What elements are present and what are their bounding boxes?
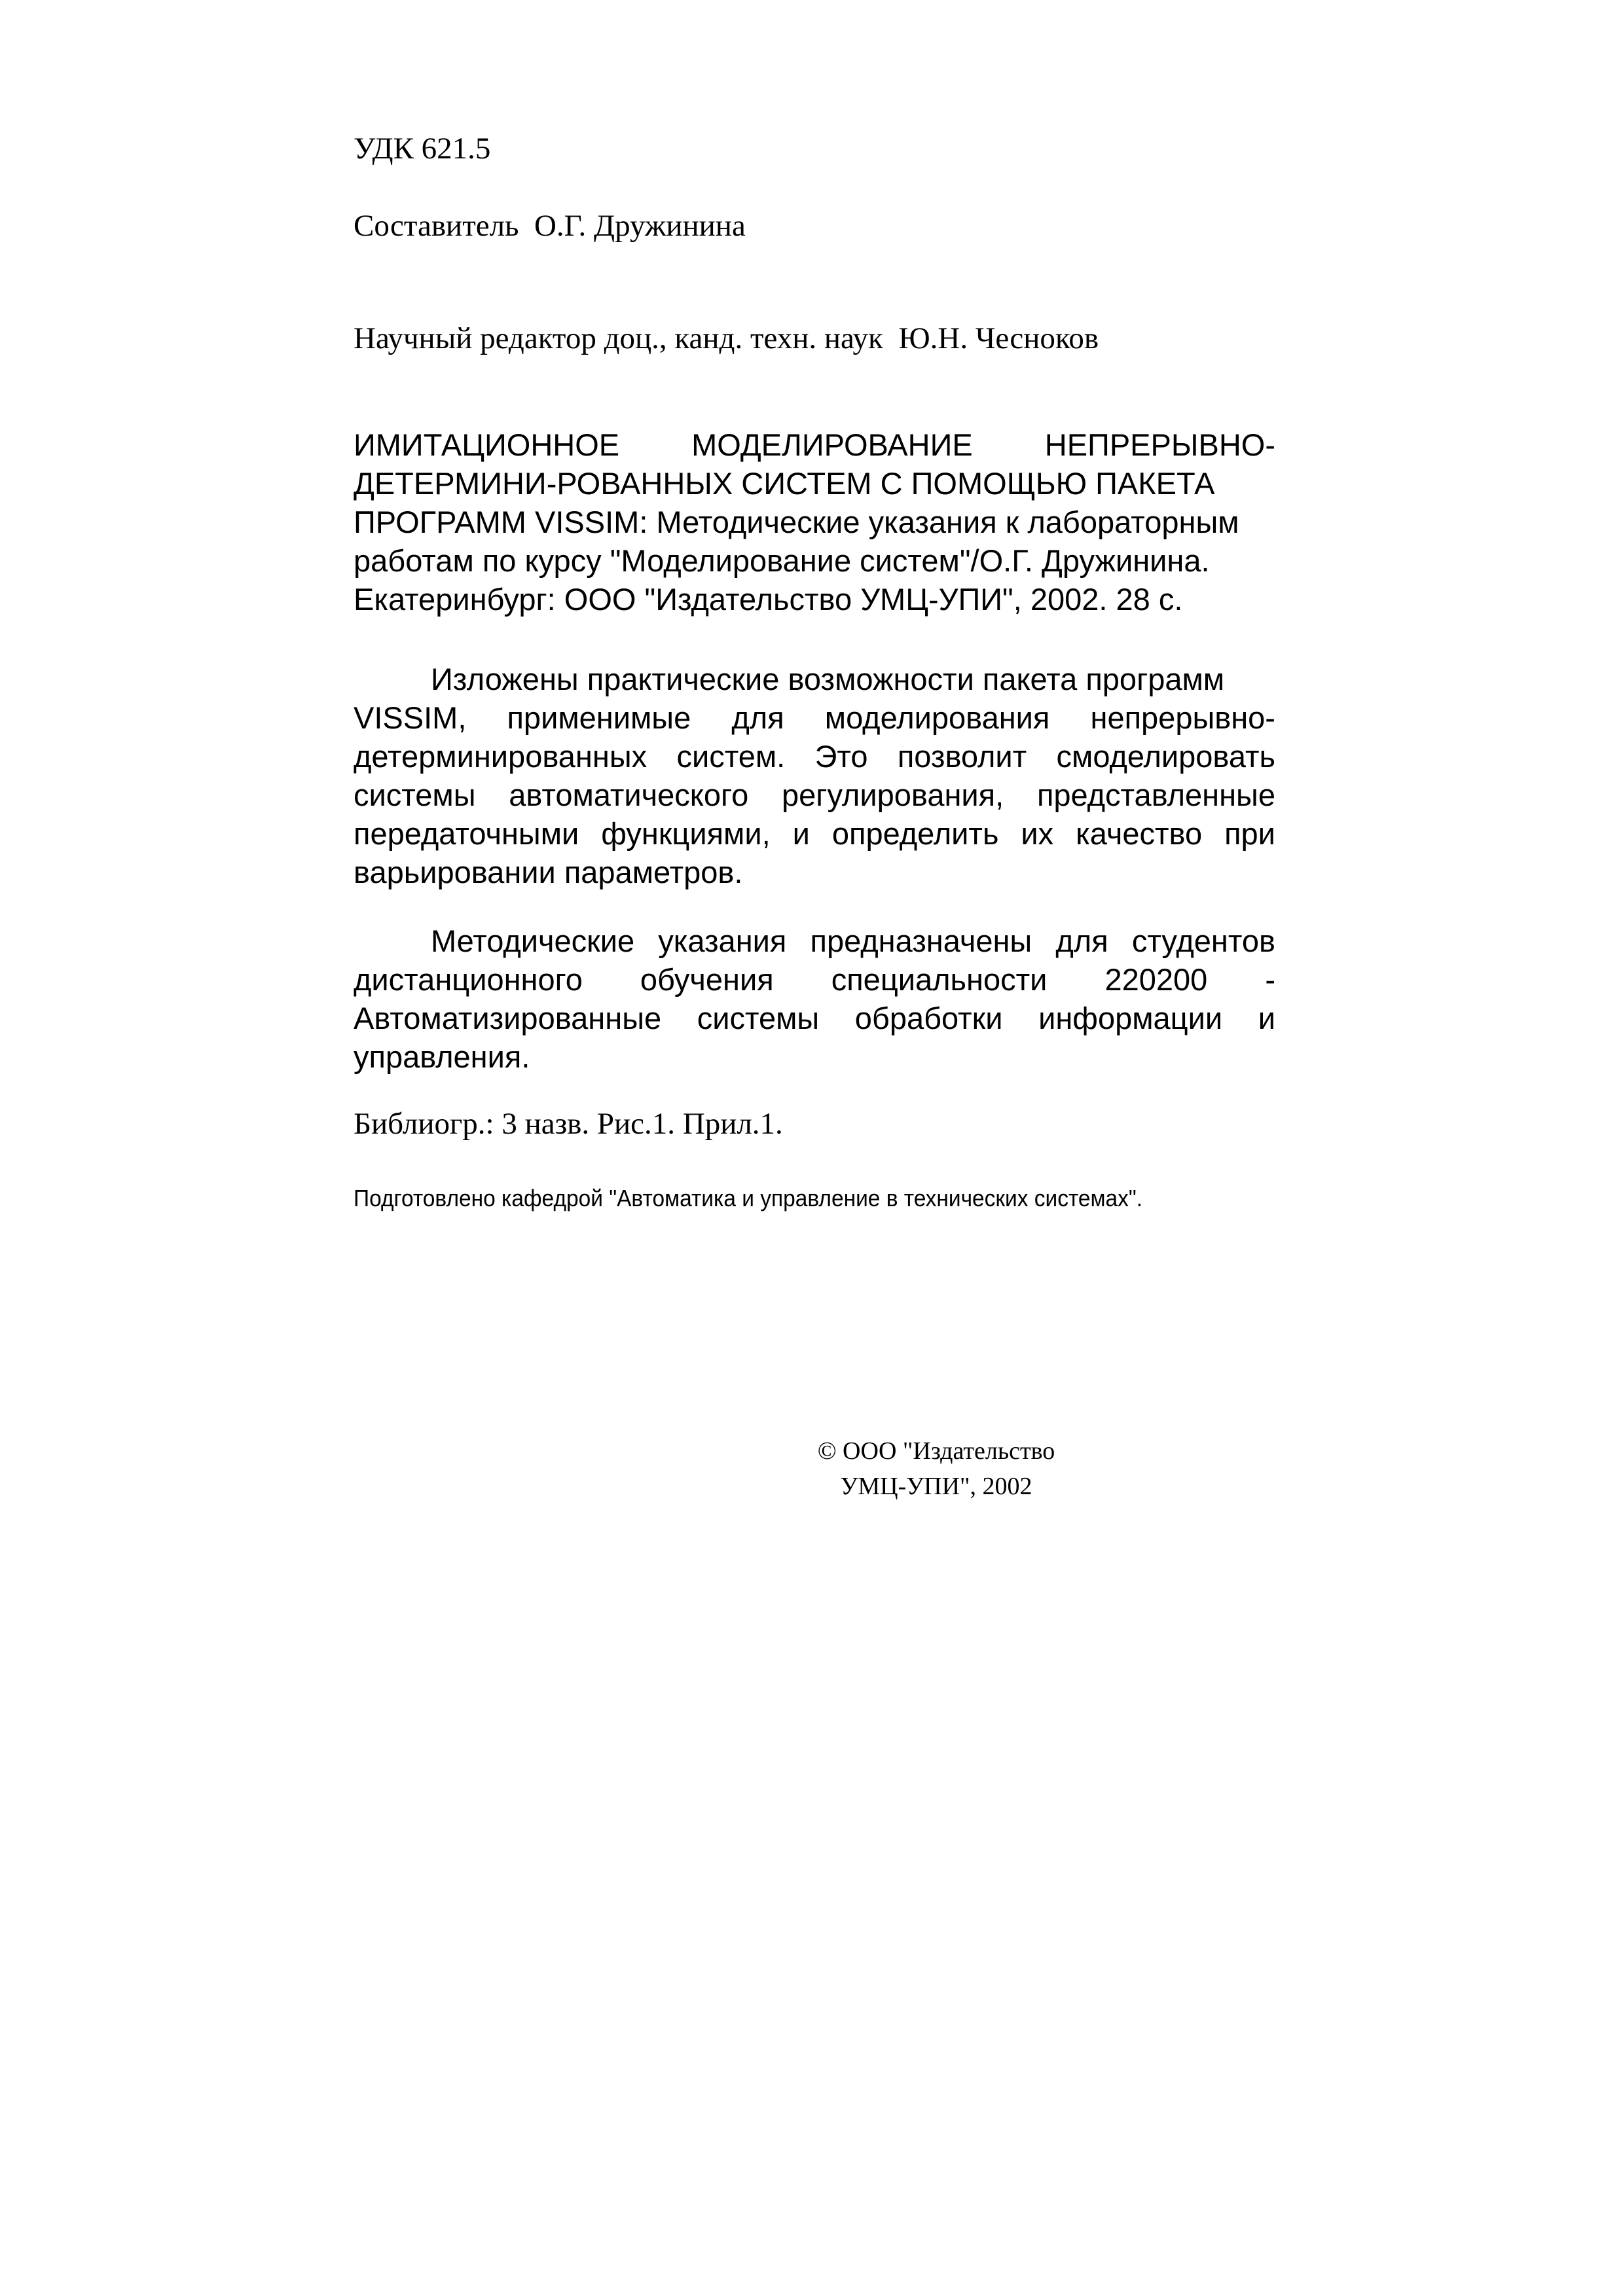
word: VISSIM, [354,700,467,735]
word: функциями, [601,816,771,851]
word: - [1265,962,1275,997]
copyright-line-1: © ООО "Издательство [817,1437,1055,1465]
word: информации [1038,1001,1223,1035]
copyright-line-2: УМЦ-УПИ", 2002 [840,1473,1032,1500]
word: автоматического [509,778,749,812]
bibliography-summary: Библиогр.: 3 назв. Рис.1. Прил.1. [354,1107,783,1141]
word: определить [831,816,999,851]
bib-word: ИМИТАЦИОННОЕ [354,427,620,462]
copyright-notice [773,1433,1100,1504]
word: позволит [897,739,1027,774]
bib-line-3: ПРОГРАММ VISSIM: Методические указания к лабораторным [354,505,1239,539]
scientific-editor-line: Научный редактор доц., канд. техн. наук Ю.Н. Чесноков [354,321,1099,355]
word: моделирования [824,700,1050,735]
bib-line-4: работам по курсу "Моделирование систем"/О.Г. Дружинина. [354,543,1210,578]
word: предназначены [810,924,1032,958]
abstract2-line-2 [354,961,1275,997]
compiler-line: Составитель О.Г. Дружинина [354,209,746,243]
abstract2-line-3 [354,1000,1275,1036]
word: студентов [1131,924,1275,958]
word: системы [354,778,476,812]
word: обработки [854,1001,1003,1035]
word: 220200 [1104,962,1208,997]
bib-line-5: Екатеринбург: ООО "Издательство УМЦ-УПИ", 2002. 28 с. [354,582,1183,617]
word: специальности [831,962,1048,997]
bib-line-1 [354,427,1275,463]
department-note: Подготовлено кафедрой "Автоматика и управление в технических системах". [354,1185,1143,1211]
abstract1-line-3 [354,738,1275,774]
word: систем. [676,739,786,774]
word: регулирования, [782,778,1004,812]
word: и [1258,1001,1275,1035]
word: представленные [1036,778,1275,812]
abstract1-line-5 [354,816,1275,852]
word: передаточными [354,816,579,851]
abstract2-line-4: управления. [354,1039,530,1074]
udk-code: УДК 621.5 [354,132,491,166]
abstract2-line-1 [431,923,1275,959]
word: смоделировать [1056,739,1275,774]
bib-word: НЕПРЕРЫВНО- [1044,427,1275,462]
word: Методические [431,924,635,958]
word: качество [1076,816,1203,851]
abstract1-line-4 [354,777,1275,813]
word: для [731,700,784,735]
word: для [1055,924,1108,958]
word: непрерывно- [1090,700,1275,735]
word: обучения [640,962,774,997]
bib-word: МОДЕЛИРОВАНИЕ [691,427,973,462]
word: и [792,816,810,851]
word: Это [814,739,868,774]
word: при [1224,816,1275,851]
abstract1-line-2 [354,700,1275,736]
word: системы [697,1001,820,1035]
word: их [1021,816,1054,851]
word: Автоматизированные [354,1001,662,1035]
abstract1-line-6: варьировании параметров. [354,855,743,889]
word: указания [658,924,787,958]
word: применимые [507,700,691,735]
word: детерминированных [354,739,647,774]
word: дистанционного [354,962,583,997]
abstract1-line-1: Изложены практические возможности пакета программ [431,662,1225,696]
bib-line-2: ДЕТЕРМИНИ-РОВАННЫХ СИСТЕМ С ПОМОЩЬЮ ПАКЕТА [354,466,1215,501]
